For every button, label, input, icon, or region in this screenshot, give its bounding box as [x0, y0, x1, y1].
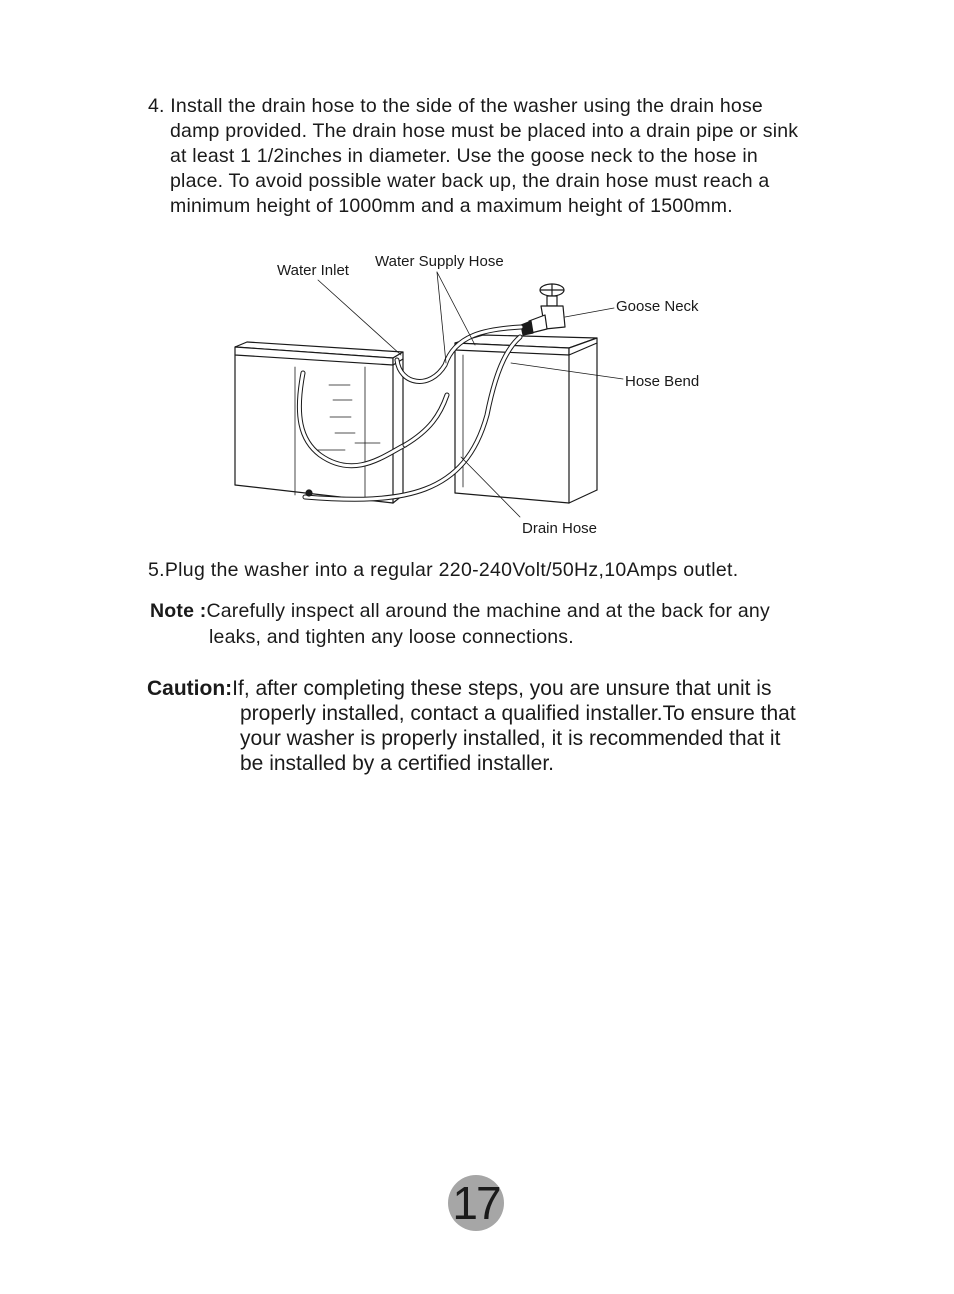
washer-cabinet — [235, 342, 403, 503]
caution-line-3: your washer is properly installed, it is recommended that it — [240, 727, 781, 750]
sink-cabinet — [455, 335, 597, 503]
label-goose-neck: Goose Neck — [616, 298, 699, 315]
caution-block — [147, 676, 796, 776]
leader-lines — [318, 272, 623, 517]
page-number-badge — [448, 1175, 504, 1231]
diagram-drawing — [225, 245, 725, 545]
label-hose-bend: Hose Bend — [625, 373, 700, 390]
label-water-supply-hose: Water Supply Hose — [375, 253, 504, 270]
step-4-line-3: at least 1 1/2inches in diameter. Use the goose neck to the hose in — [170, 145, 758, 167]
step-4-paragraph — [148, 94, 848, 219]
label-drain-hose: Drain Hose — [522, 520, 598, 537]
note-block — [150, 598, 770, 650]
step-4-line-2: damp provided. The drain hose must be placed into a drain pipe or sink — [170, 120, 799, 142]
faucet — [521, 284, 565, 335]
label-water-inlet: Water Inlet — [277, 262, 349, 279]
page-number: 17 — [452, 1177, 500, 1229]
caution-line-4: be installed by a certified installer. — [240, 752, 555, 775]
note-line-2: leaks, and tighten any loose connections. — [209, 626, 574, 648]
washer-installation-diagram — [225, 245, 725, 545]
step-4-line-4: place. To avoid possible water back up, the drain hose must reach a — [170, 170, 770, 192]
note-line-1: Note :Carefully inspect all around the machine and at the back for any — [150, 600, 770, 622]
caution-line-1: Caution:If, after completing these steps, you are unsure that unit is — [147, 677, 772, 700]
step-4-line-5: minimum height of 1000mm and a maximum height of 1500mm. — [170, 195, 733, 217]
step-5-paragraph: 5.Plug the washer into a regular 220-240Volt/50Hz,10Amps outlet. — [148, 559, 739, 581]
step-4-number: 4. — [148, 95, 165, 117]
caution-line-2: properly installed, contact a qualified installer.To ensure that — [240, 702, 796, 725]
step-4-line-1: 4. Install the drain hose to the side of the washer using the drain hose — [148, 95, 763, 117]
caution-label: Caution: — [147, 677, 233, 700]
note-label: Note : — [150, 600, 207, 622]
